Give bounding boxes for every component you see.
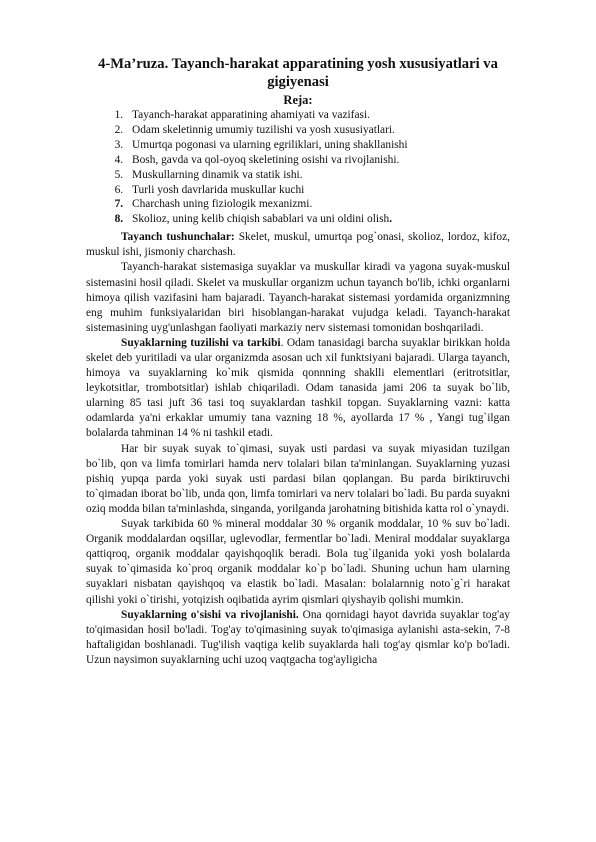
- plan-item-text: Skolioz, uning kelib chiqish sabablari va uni oldini olish: [132, 213, 390, 226]
- paragraph-bone-composition: [86, 517, 510, 608]
- paragraph-lead: Suyaklarning tuzilishi va tarkibi: [121, 336, 281, 349]
- paragraph-text: Suyak tarkibida 60 % mineral moddalar 30 % organik moddalar, 10 % suv bo`ladi. Organik moddalardan oqsillar, uglevodlar, fermentlar bo`ladi. Meniral moddalar suyaklarga qattiqroq, organik moddalar qayishqoqlik beradi. Bola tug`ilganida yoki yosh bolalarda suyak to`qimasida ko`proq organik moddalar ko`p bo`ladi. Shuning uchun ham ularning suyaklari nisbatan qayishqoq va elastik bo`ladi. Masalan: bolalarnnig noto`g`ri harakat qilishi yoki o`tirishi, yotqizish oqibatida ayrim qismlari qiyshayib qolishi mumkin.: [86, 518, 510, 606]
- paragraph-text: Tayanch-harakat sistemasiga suyaklar va muskullar kiradi va yagona suyak-muskul sistemasini hosil qiladi. Skelet va muskullar organizm uchun tayanch bo'lib, ichki organlarni himoya qilish vazifasini ham bajaradi. Tayanch-harakat sistemasi yordamida organizmning eng muhim funksiyalaridan biri hisoblangan-harakat vujudga keladi. Tayanch-harakat sistemasining uyg'unlashgan faoliyati markaziy nerv sistemasi tomonidan boshqariladi.: [86, 261, 510, 334]
- page-title: 4-Ma’ruza. Tayanch-harakat apparatining yosh xususiyatlari va gigiyenasi: [98, 56, 498, 90]
- plan-item: 4. Bosh, gavda va qol-oyoq skeletining osishi va rivojlanishi.: [126, 153, 510, 168]
- plan-list: [86, 108, 510, 227]
- paragraph-text: Ona qornidagi hayot davrida suyaklar tog'ay to'qimasidan hosil bo'ladi. Tog'ay to'qimasining suyak to'qimasiga aylanishi asta-sekin, 7-8 haftaligidan boshlanadi. Tug'ilish vaqtiga kelib suyaklarda hali tog'ay qismlar ko'p bo'ladi. Uzun naysimon suyaklarning uchi uzoq vaqtgacha tog'ayligicha: [86, 608, 510, 666]
- plan-item: 3. Umurtqa pogonasi va ularning egriliklari, uning shakllanishi: [126, 138, 510, 153]
- paragraph-text: Skelet, muskul, umurtqa pog`onasi, skolioz, lordoz, kifoz, muskul ishi, jismoniy charchash.: [86, 231, 510, 259]
- paragraph-lead: Suyaklarning o'sishi va rivojlanishi.: [121, 608, 299, 621]
- paragraph-intro: [86, 260, 510, 335]
- plan-item-period: .: [389, 213, 393, 226]
- paragraph-bone-structure: [86, 336, 510, 442]
- document-page: [86, 56, 510, 668]
- paragraph-bone-growth: [86, 608, 510, 668]
- plan-item: 7. Charchash uning fiziologik mexanizmi.: [126, 197, 510, 212]
- plan-heading: Reja:: [283, 93, 313, 107]
- plan-item: 1. Tayanch-harakat apparatining ahamiyati va vazifasi.: [126, 108, 510, 123]
- plan-item: 5. Muskullarning dinamik va statik ishi.: [126, 168, 510, 183]
- plan-item: 2. Odam skeletinnig umumiy tuzilishi va yosh xususiyatlari.: [126, 123, 510, 138]
- paragraph-text: Har bir suyak suyak to`qimasi, suyak usti pardasi va suyak miyasidan tuzilgan bo`lib, qon va limfa tomirlari hamda nerv tolalari bilan ta'minlangan. Suyaklarning yuzasi pishiq yupqa parda yoki suyak usti pardasi bilan qoplangan. Bu parda biriktiruvchi to`qimadan iborat bo`lib, unda qon, limfa tomirlari va nerv tolalari bo`ladi. Bu parda suyakni oziq modda bilan ta'minlashda, singanda, yorilganda jarohatning bitishida katta rol o`ynaydi.: [86, 442, 510, 515]
- plan-item: 6. Turli yosh davrlarida muskullar kuchi: [126, 183, 510, 198]
- paragraph-key-terms: [86, 230, 510, 260]
- paragraph-bone-tissue: [86, 442, 510, 517]
- paragraph-text: . Odam tanasidagi barcha suyaklar birikkan holda skelet deb yuritiladi va ular organizmda asosan uch xil funktsiyani bajaradi. Ularga tayanch, himoya va suyaklarning ko`mik qismida qonnning shaklli elementlari (eritrotsitlar, leykotsitlar, trombotsitlar) ishlab chiqariladi. Odam tanasida jami 206 ta suyak bo`lib, ularning 85 tasi juft 36 tasi toq suyaklardan tashkil topgan. Suyaklarning vazni: katta odamlarda ya'ni erkaklar umumiy tana vazning 18 %, ayollarda 17 % , Yangi tug`ilgan bolalarda tahminan 14 % ni tashkil etadi.: [86, 336, 511, 440]
- paragraph-lead: Tayanch tushunchalar:: [121, 231, 235, 244]
- plan-item: [126, 212, 510, 227]
